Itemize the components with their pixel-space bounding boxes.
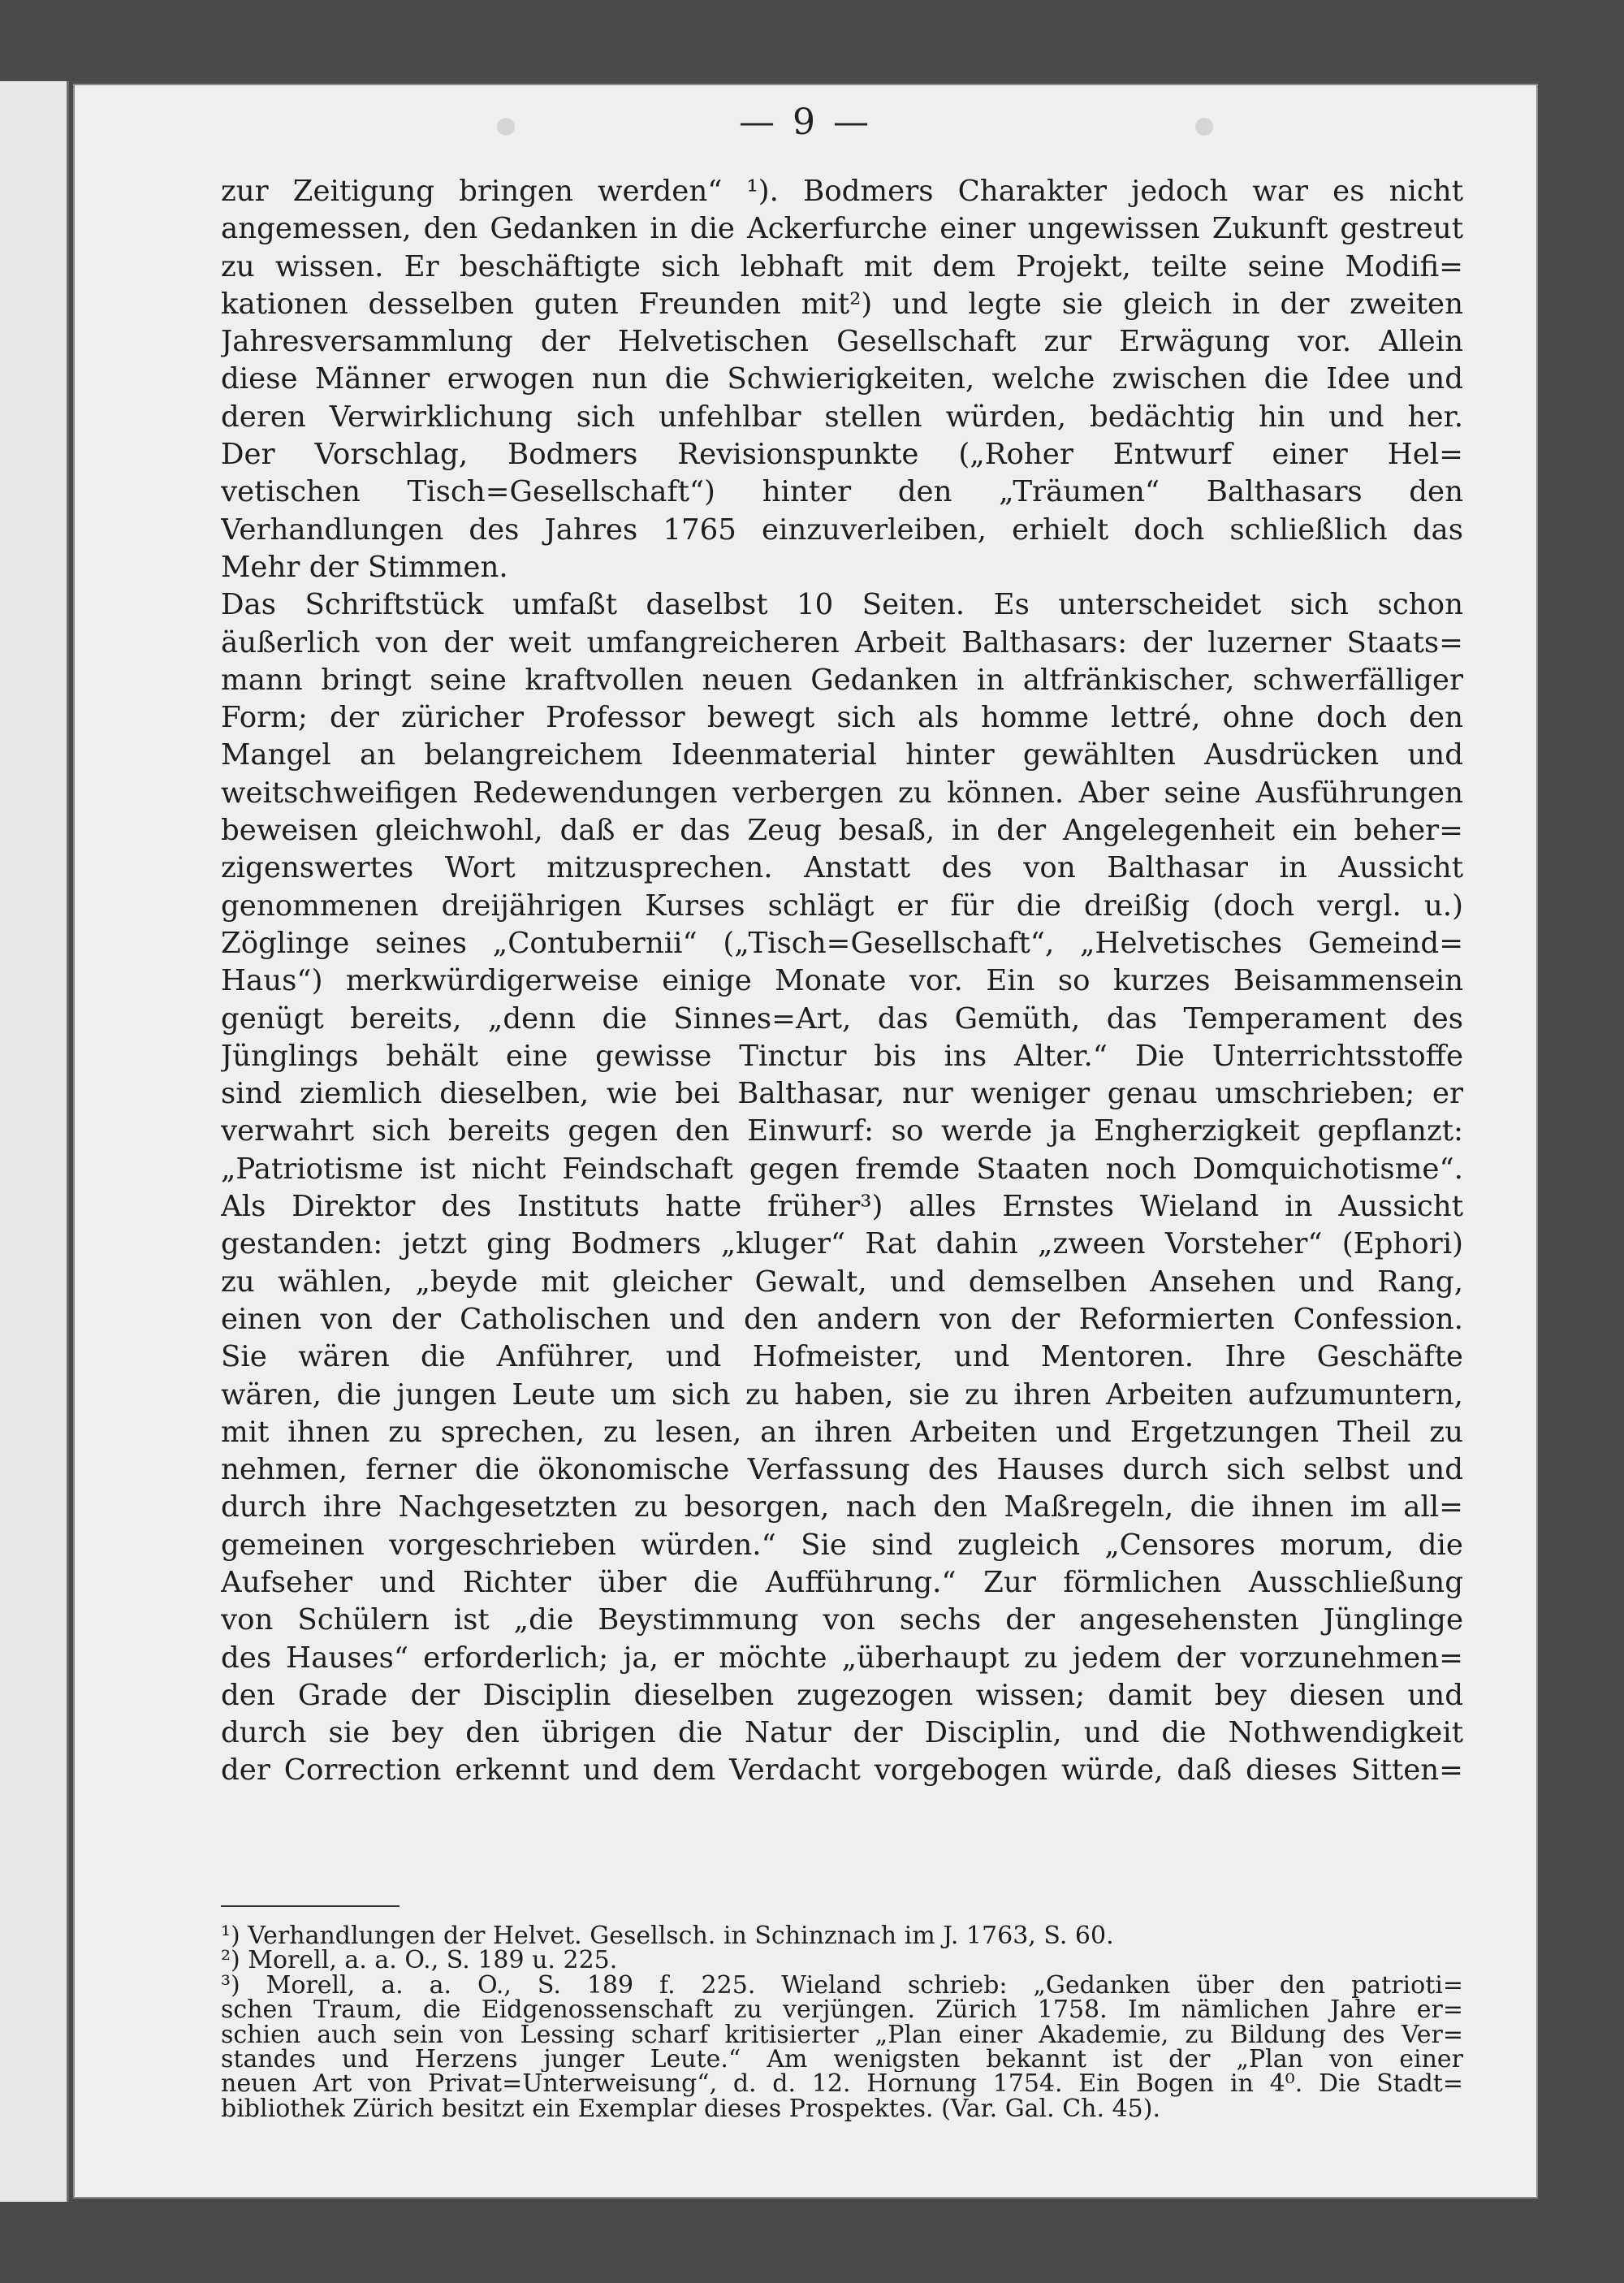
text-line: „Patriotisme ist nicht Feindschaft gegen fremde Staaten noch Domquichotisme“. [221, 1152, 1463, 1186]
text-line: angemessen, den Gedanken in die Ackerfurche einer ungewissen Zukunft gestreut [221, 212, 1463, 246]
text-line: Der Vorschlag, Bodmers Revisionspunkte („Roher Entwurf einer Hel= [221, 438, 1463, 472]
book-page [75, 85, 1536, 2197]
text-line: verwahrt sich bereits gegen den Einwurf: so werde ja Engherzigkeit gepflanzt: [221, 1114, 1463, 1148]
text-line: diese Männer erwogen nun die Schwierigkeiten, welche zwischen die Idee und [221, 362, 1463, 396]
text-line: vetischen Tisch=Gesellschaft“) hinter den „Träumen“ Balthasars den [221, 475, 1463, 509]
text-line: zur Zeitigung bringen werden“ ¹). Bodmers Charakter jedoch war es nicht [221, 175, 1463, 208]
text-line: mit ihnen zu sprechen, zu lesen, an ihren Arbeiten und Ergetzungen Theil zu [221, 1415, 1463, 1449]
text-line: gemeinen vorgeschrieben würden.“ Sie sind zugleich „Censores morum, die [221, 1528, 1463, 1562]
text-line: durch ihre Nachgesetzten zu besorgen, nach den Maßregeln, die ihnen im all= [221, 1490, 1463, 1524]
adjacent-page-edge [0, 81, 69, 2202]
text-line: wären, die jungen Leute um sich zu haben, sie zu ihren Arbeiten aufzumuntern, [221, 1377, 1463, 1412]
text-line: Das Schriftstück umfaßt daselbst 10 Seiten. Es unterscheidet sich schon [221, 588, 1463, 622]
text-line: deren Verwirklichung sich unfehlbar stellen würden, bedächtig hin und her. [221, 400, 1463, 434]
text-line: von Schülern ist „die Beystimmung von sechs der angesehensten Jünglinge [221, 1603, 1463, 1637]
text-line: Zöglinge seines „Contubernii“ („Tisch=Gesellschaft“, „Helvetisches Gemeind= [221, 926, 1463, 960]
footnote-line: ³) Morell, a. a. O., S. 189 f. 225. Wieland schrieb: „Gedanken über den patrioti= [221, 1973, 1463, 1999]
footnote-line: schien auch sein von Lessing scharf kritisierter „Plan einer Akademie, zu Bildung des Ver= [221, 2022, 1463, 2047]
text-line: zu wissen. Er beschäftigte sich lebhaft mit dem Projekt, teilte seine Modifi= [221, 249, 1463, 283]
text-line: genügt bereits, „denn die Sinnes=Art, das Gemüth, das Temperament des [221, 1001, 1463, 1036]
text-line: sind ziemlich dieselben, wie bei Balthasar, nur weniger genau umschrieben; er [221, 1077, 1463, 1111]
text-line: zu wählen, „beyde mit gleicher Gewalt, und demselben Ansehen und Rang, [221, 1265, 1463, 1299]
text-line: gestanden: jetzt ging Bodmers „kluger“ Rat dahin „zween Vorsteher“ (Ephori) [221, 1227, 1463, 1261]
footnote-rule [221, 1905, 400, 1907]
text-line: Jahresversammlung der Helvetischen Gesellschaft zur Erwägung vor. Allein [221, 325, 1463, 359]
text-line: zigenswertes Wort mitzusprechen. Anstatt des von Balthasar in Aussicht [221, 851, 1463, 885]
text-line: beweisen gleichwohl, daß er das Zeug besaß, in der Angelegenheit ein beher= [221, 814, 1463, 848]
text-line: nehmen, ferner die ökonomische Verfassung des Hauses durch sich selbst und [221, 1453, 1463, 1487]
footnotes [221, 1924, 1463, 2121]
footnote-line: ²) Morell, a. a. O., S. 189 u. 225. [221, 1948, 618, 1974]
text-line: weitschweifigen Redewendungen verbergen zu können. Aber seine Ausführungen [221, 776, 1463, 810]
text-line: mann bringt seine kraftvollen neuen Gedanken in altfränkischer, schwerfälliger [221, 663, 1463, 697]
footnote-line: standes und Herzens junger Leute.“ Am wenigsten bekannt ist der „Plan von einer [221, 2047, 1463, 2073]
page-number: — 9 — [739, 102, 872, 143]
text-line: Aufseher und Richter über die Aufführung.“ Zur förmlichen Ausschließung [221, 1565, 1463, 1599]
footnote-line: ¹) Verhandlungen der Helvet. Gesellsch. in Schinznach im J. 1763, S. 60. [221, 1924, 1114, 1949]
text-line: der Correction erkennt und dem Verdacht vorgebogen würde, daß dieses Sitten= [221, 1753, 1463, 1788]
text-line: Sie wären die Anführer, und Hofmeister, und Mentoren. Ihre Geschäfte [221, 1340, 1463, 1374]
body-text [221, 173, 1463, 1790]
text-line: Mehr der Stimmen. [221, 550, 508, 584]
text-line: kationen desselben guten Freunden mit²) und legte sie gleich in der zweiten [221, 287, 1463, 321]
text-line: Als Direktor des Instituts hatte früher³) alles Ernstes Wieland in Aussicht [221, 1190, 1463, 1224]
text-line: den Grade der Disciplin dieselben zugezogen wissen; damit bey diesen und [221, 1678, 1463, 1712]
text-line: Mangel an belangreichem Ideenmaterial hinter gewählten Ausdrücken und [221, 738, 1463, 772]
footnote-line: schen Traum, die Eidgenossenschaft zu verjüngen. Zürich 1758. Im nämlichen Jahre er= [221, 1998, 1463, 2023]
text-line: äußerlich von der weit umfangreicheren Arbeit Balthasars: der luzerner Staats= [221, 625, 1463, 659]
text-line: einen von der Catholischen und den andern von der Reformierten Confession. [221, 1302, 1463, 1336]
text-line: des Hauses“ erforderlich; ja, er möchte „überhaupt zu jedem der vorzunehmen= [221, 1641, 1463, 1675]
text-line: Haus“) merkwürdigerweise einige Monate vor. Ein so kurzes Beisammensein [221, 964, 1463, 998]
text-line: Form; der züricher Professor bewegt sich als homme lettré, ohne doch den [221, 701, 1463, 735]
footnote-line: neuen Art von Privat=Unterweisung“, d. d. 12. Hornung 1754. Ein Bogen in 4⁰. Die Stadt= [221, 2072, 1463, 2097]
text-line: Jünglings behält eine gewisse Tinctur bis ins Alter.“ Die Unterrichtsstoffe [221, 1039, 1463, 1073]
text-line: Verhandlungen des Jahres 1765 einzuverleiben, erhielt doch schließlich das [221, 512, 1463, 547]
text-line: durch sie bey den übrigen die Natur der Disciplin, und die Nothwendigkeit [221, 1716, 1463, 1750]
footnote-line: bibliothek Zürich besitzt ein Exemplar dieses Prospektes. (Var. Gal. Ch. 45). [221, 2096, 1160, 2122]
text-line: genommenen dreijährigen Kurses schlägt er für die dreißig (doch vergl. u.) [221, 889, 1463, 923]
